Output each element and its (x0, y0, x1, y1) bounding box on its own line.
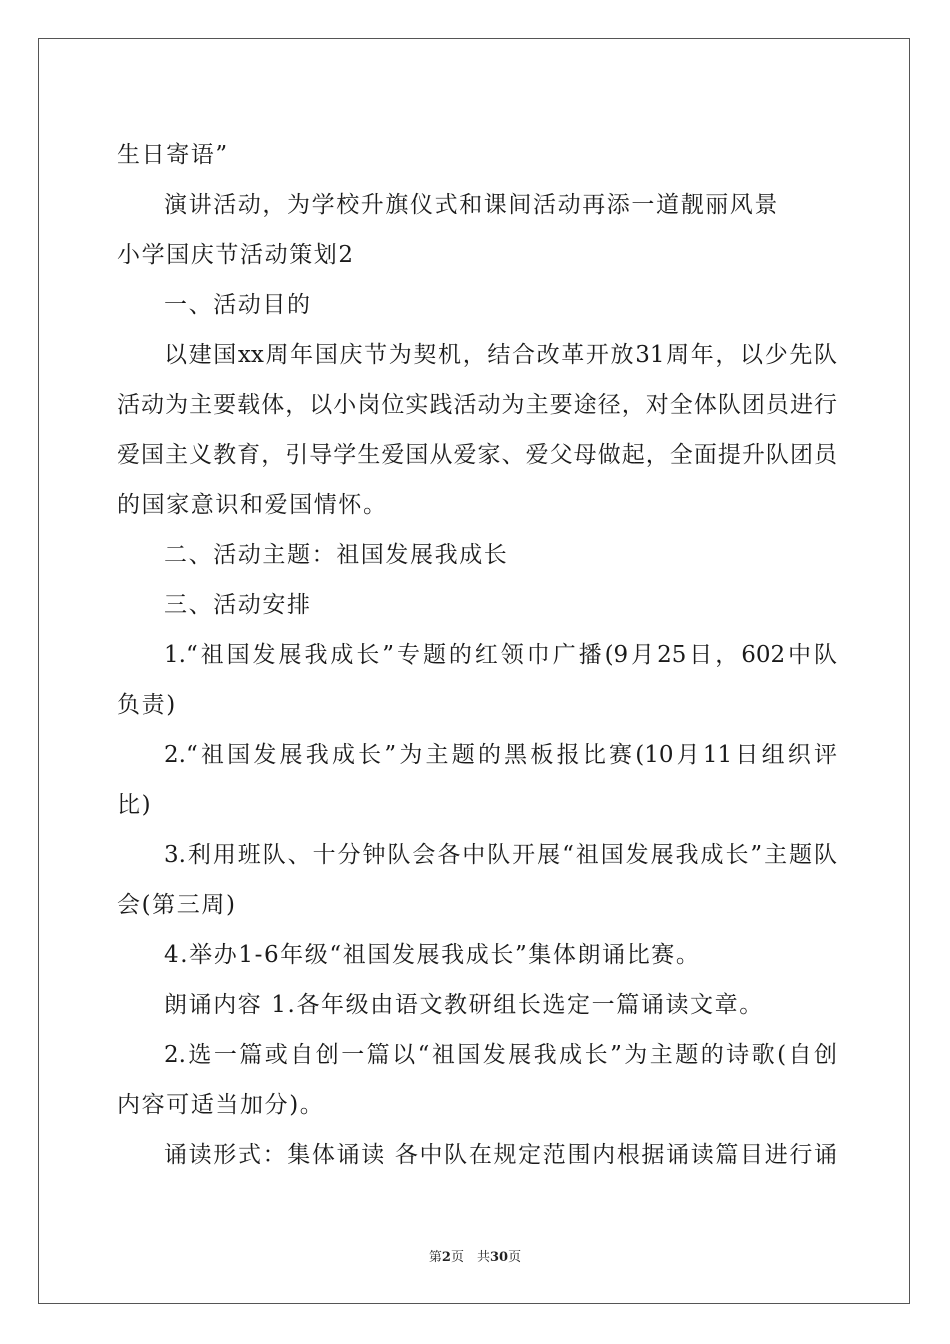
text-line: 会(第三周) (117, 892, 237, 918)
page-current: 2 (441, 1250, 451, 1265)
text-line: 比) (117, 792, 153, 818)
text-line: 3.利用班队、十分钟队会各中队开展“祖国发展我成长”主题队 (164, 842, 837, 868)
text-line: 1.“祖国发展我成长”专题的红领巾广播(9月25日，602中队 (164, 642, 837, 668)
text-line: 内容可适当加分)。 (117, 1092, 325, 1118)
document-body (117, 130, 837, 1180)
text-line: 以建国xx周年国庆节为契机，结合改革开放31周年，以少先队 (164, 342, 837, 368)
text-line: 演讲活动，为学校升旗仪式和课间活动再添一道靓丽风景 (164, 192, 779, 218)
page-total: 30 (489, 1250, 509, 1265)
text-line: 朗诵内容 1.各年级由语文教研组长选定一篇诵读文章。 (164, 992, 764, 1018)
page-mid: 页 共 (450, 1250, 490, 1265)
text-line: 4.举办1-6年级“祖国发展我成长”集体朗诵比赛。 (164, 942, 701, 968)
text-line: 负责) (117, 692, 177, 718)
text-line: 的国家意识和爱国情怀。 (117, 492, 388, 518)
section-title: 小学国庆节活动策划2 (117, 242, 355, 268)
text-line: 爱国主义教育，引导学生爱国从爱家、爱父母做起，全面提升队团员 (117, 442, 837, 468)
page-suffix: 页 (508, 1250, 522, 1265)
heading-line: 一、活动目的 (164, 292, 312, 318)
text-line: 诵读形式：集体诵读 各中队在规定范围内根据诵读篇目进行诵 (164, 1142, 837, 1168)
text-line: 2.选一篇或自创一篇以“祖国发展我成长”为主题的诗歌(自创 (164, 1042, 837, 1068)
heading-line: 三、活动安排 (164, 592, 312, 618)
page-footer (0, 1246, 950, 1265)
text-line: 2.“祖国发展我成长”为主题的黑板报比赛(10月11日组织评 (164, 742, 837, 768)
text-line: 生日寄语” (117, 142, 229, 168)
heading-line: 二、活动主题：祖国发展我成长 (164, 542, 509, 568)
text-line: 活动为主要载体，以小岗位实践活动为主要途径，对全体队团员进行 (117, 392, 837, 418)
page-prefix: 第 (428, 1250, 442, 1265)
